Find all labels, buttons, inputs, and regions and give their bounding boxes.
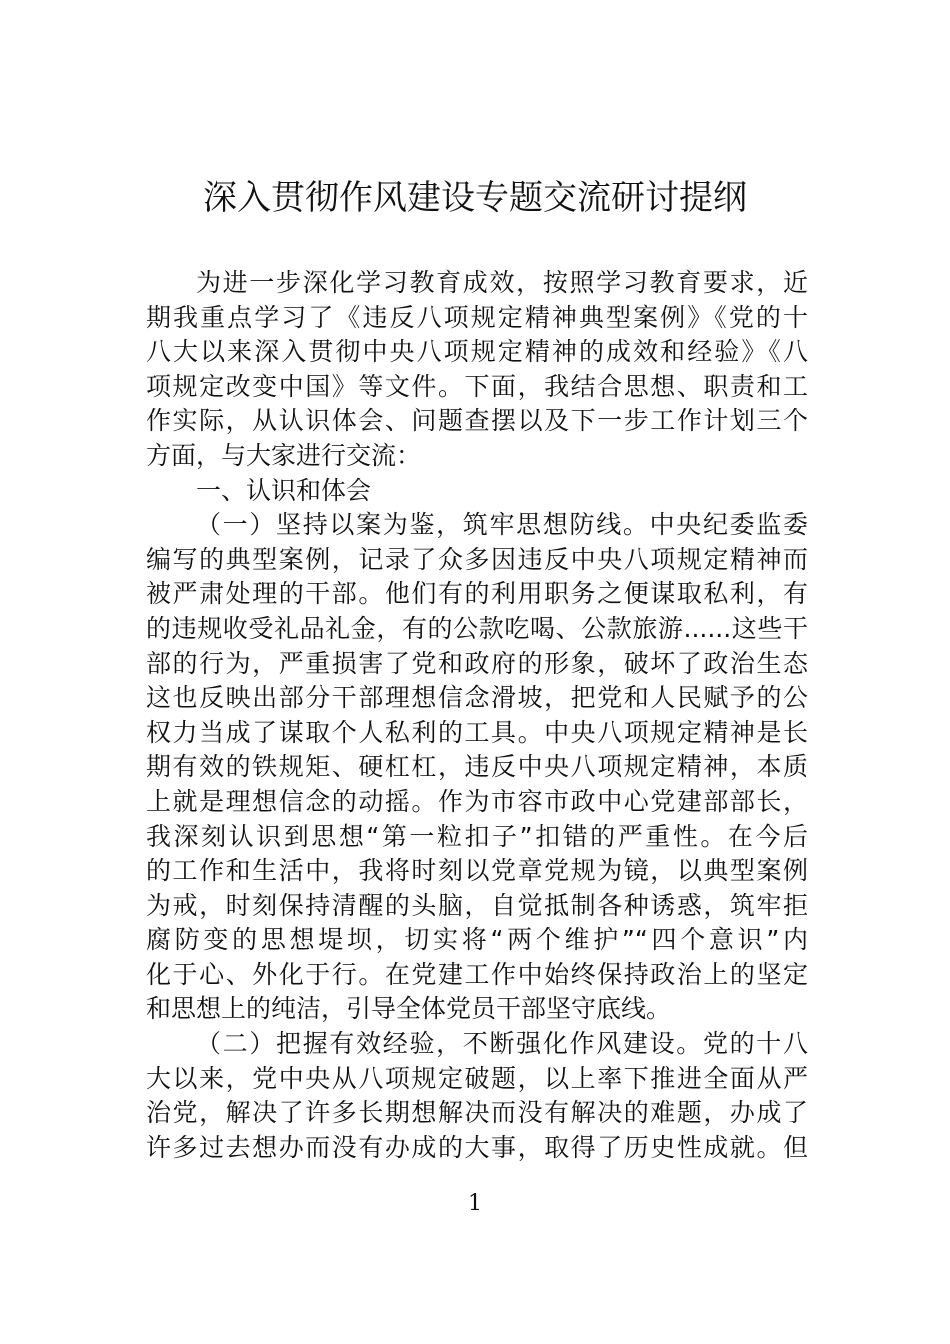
page-number: 1 (468, 1191, 482, 1216)
body-line: 作实际，从认识体会、问题查摆以及下一步工作计划三个 (146, 406, 808, 436)
body-line: 的工作和生活中，我将时刻以党章党规为镜，以典型案例 (146, 856, 808, 886)
body-line: 许多过去想办而没有办成的大事，取得了历史性成就。但 (146, 1132, 808, 1162)
body-line: 权力当成了谋取个人私利的工具。中央八项规定精神是长 (146, 717, 808, 747)
body-line: 编写的典型案例，记录了众多因违反中央八项规定精神而 (146, 544, 808, 574)
body-line: 的违规收受礼品礼金，有的公款吃喝、公款旅游......这些干 (146, 613, 808, 643)
document-title: 深入贯彻作风建设专题交流研讨提纲 (203, 178, 747, 218)
body-line: （一）坚持以案为鉴，筑牢思想防线。中央纪委监委 (196, 510, 808, 540)
section-heading: 一、认识和体会 (196, 475, 372, 505)
body-line: 腐防变的思想堤坝，切实将“两个维护”“四个意识”内 (146, 925, 808, 955)
body-line: 我深刻认识到思想“第一粒扣子”扣错的严重性。在今后 (146, 821, 808, 851)
body-line: 为戒，时刻保持清醒的头脑，自觉抵制各种诱惑，筑牢拒 (146, 890, 808, 920)
document-body (146, 266, 808, 1165)
body-line: 部的行为，严重损害了党和政府的形象，破坏了政治生态 (146, 648, 808, 678)
body-line: （二）把握有效经验，不断强化作风建设。党的十八 (196, 1029, 808, 1059)
body-line: 八大以来深入贯彻中央八项规定精神的成效和经验》《八 (146, 337, 808, 367)
body-line: 治党，解决了许多长期想解决而没有解决的难题，办成了 (146, 1098, 808, 1128)
body-line: 这也反映出部分干部理想信念滑坡，把党和人民赋予的公 (146, 683, 808, 713)
body-line: 方面，与大家进行交流： (146, 440, 422, 470)
body-line: 项规定改变中国》等文件。下面，我结合思想、职责和工 (146, 371, 808, 401)
body-line: 上就是理想信念的动摇。作为市容市政中心党建部部长， (146, 786, 808, 816)
body-line: 期有效的铁规矩、硬杠杠，违反中央八项规定精神，本质 (146, 752, 808, 782)
body-line: 期我重点学习了《违反八项规定精神典型案例》《党的十 (146, 302, 808, 332)
body-line: 大以来，党中央从八项规定破题，以上率下推进全面从严 (146, 1063, 808, 1093)
body-line: 为进一步深化学习教育成效，按照学习教育要求，近 (196, 268, 808, 297)
body-line: 化于心、外化于行。在党建工作中始终保持政治上的坚定 (146, 959, 808, 989)
body-line: 被严肃处理的干部。他们有的利用职务之便谋取私利，有 (146, 579, 808, 609)
body-line: 和思想上的纯洁，引导全体党员干部坚守底线。 (146, 994, 672, 1024)
